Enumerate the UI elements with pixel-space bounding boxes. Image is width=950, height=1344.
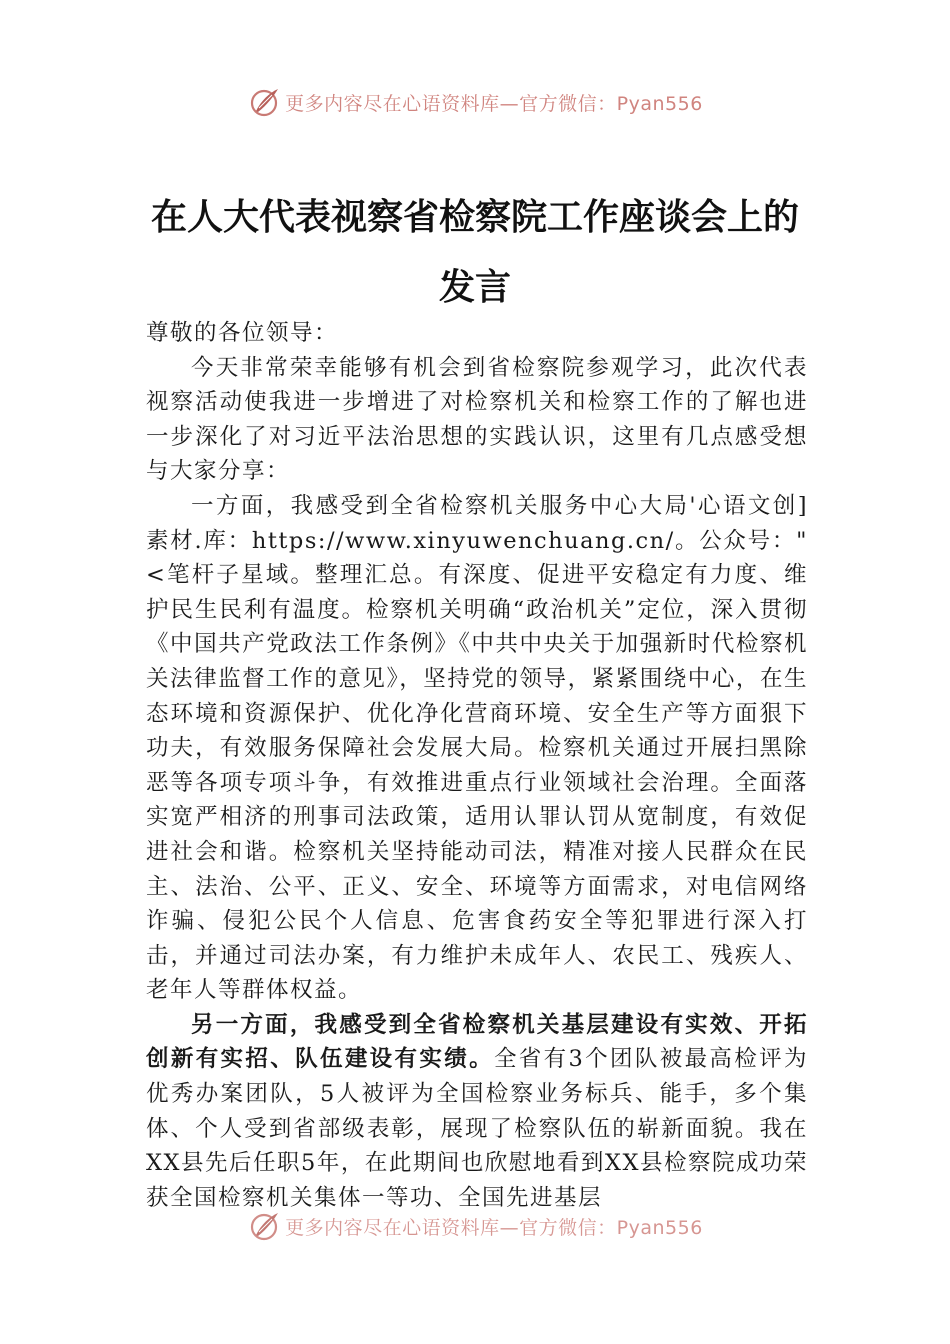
watermark-footer <box>0 1206 950 1246</box>
paragraph-1 <box>146 351 808 489</box>
document-body <box>146 316 808 1212</box>
quill-logo-icon <box>247 85 281 119</box>
salutation: 尊敬的各位领导： <box>146 320 339 346</box>
quill-logo-icon <box>247 1209 281 1243</box>
paragraph-text: 全省有3个团队被最高检评为优秀办案团队，5人被评为全国检察业务标兵、能手，多个集体、个人受到省部级表彰，展现了检察队伍的崭新面貌。我在XX县先后任职5年，在此期间也欣慰地看到XX县检察院成功荣获全国检察机关集体一等功、全国先进基层 <box>146 1046 808 1211</box>
watermark-text: 更多内容尽在心语资料库—官方微信：Pyan556 <box>285 1216 703 1239</box>
paragraph-text: 今天非常荣幸能够有机会到省检察院参观学习，此次代表视察活动使我进一步增进了对检察机关和检察工作的了解也进一步深化了对习近平法治思想的实践认识，这里有几点感受想与大家分享： <box>146 354 808 485</box>
paragraph-text: 一方面，我感受到全省检察机关服务中心大局'心语文创]素材.库：https://www.xinyuwenchuang.cn/。公众号："<笔杆子星域。整理汇总。有深度、促进平安稳定有力度、维护民生民利有温度。检察机关明确“政治机关”定位，深入贯彻《中国共产党政法工作条例》《中共中央关于加强新时代检察机关法律监督工作的意见》，坚持党的领导，紧紧围绕中心，在生态环境和资源保护、优化净化营商环境、安全生产等方面狠下功夫，有效服务保障社会发展大局。检察机关通过开展扫黑除恶等各项专项斗争，有效推进重点行业领域社会治理。全面落实宽严相济的刑事司法政策，适用认罪认罚从宽制度，有效促进社会和谐。检察机关坚持能动司法，精准对接人民群众在民主、法治、公平、正义、安全、环境等方面需求，对电信网络诈骗、侵犯公民个人信息、危害食药安全等犯罪进行深入打击，并通过司法办案，有力维护未成年人、农民工、残疾人、老年人等群体权益。 <box>146 492 808 1004</box>
paragraph-lead: 另一方面，我感受到全省检察机关基层建设有实效、开拓创新有实招、队伍建设有实绩。 <box>146 1011 808 1073</box>
paragraph-3 <box>146 1008 808 1212</box>
watermark-text: 更多内容尽在心语资料库—官方微信：Pyan556 <box>285 92 703 115</box>
watermark-header <box>0 82 950 122</box>
document-title: 在人大代表视察省检察院工作座谈会上的发言 <box>150 196 799 308</box>
paragraph-2 <box>146 489 808 1008</box>
